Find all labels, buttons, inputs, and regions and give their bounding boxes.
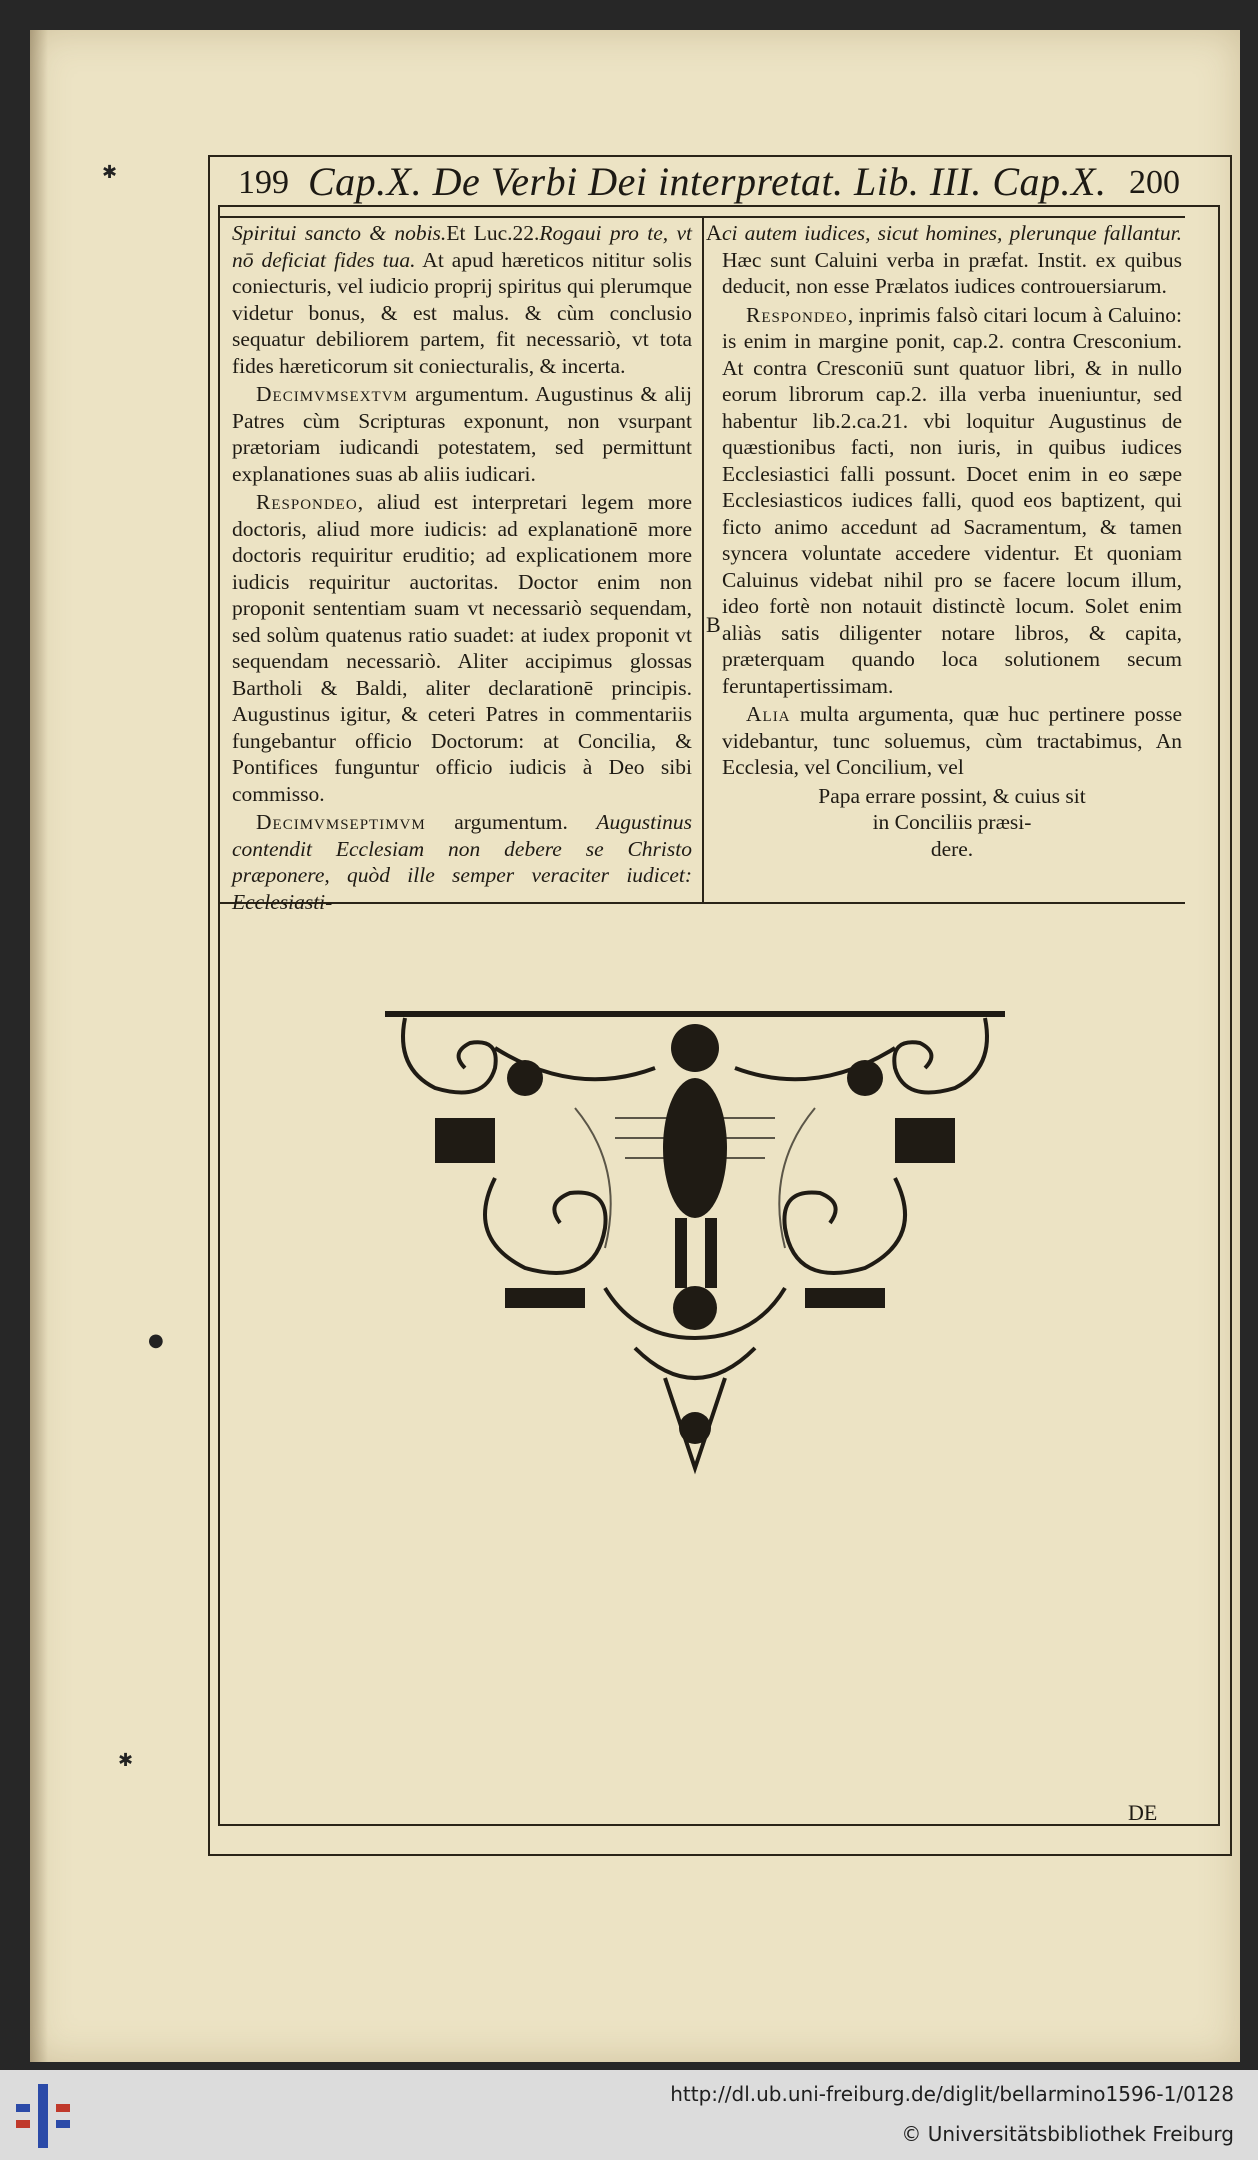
paragraph: Alia multa argumenta, quæ huc pertinere posse videbantur, tunc soluemus, cùm tractabimus, An Ecclesia, vel Concilium, vel	[722, 702, 1182, 779]
closing-line: in Conciliis præsi-	[872, 810, 1032, 834]
document-url-link[interactable]: http://dl.ub.uni-freiburg.de/diglit/bellarmino1596-1/0128	[670, 2082, 1234, 2106]
edge-mark: ✱	[102, 162, 118, 183]
ub-freiburg-logo-icon	[8, 2080, 78, 2152]
woodcut-tailpiece-ornament	[375, 1008, 1015, 1483]
column-divider	[702, 218, 704, 904]
page-number-right: 200	[1129, 164, 1180, 201]
closing-line: Papa errare possint, & cuius sit	[818, 783, 1086, 808]
paragraph: Decimvmseptimvm argumentum. Augustinus contendit Ecclesiam non debere se Christo præponere, quòd ille semper veraciter iudicet: Ecclesiasti-	[232, 810, 692, 914]
closing-lines	[722, 783, 1182, 863]
paragraph: Spiritui sancto & nobis.Et Luc.22.Rogaui pro te, vt nō deficiat fides tua. At apud hæreticos nititur solis coniecturis, vel iudicio proprij spiritus qui plerumque videtur bonus, & est malus. & cùm conclusio sequatur debiliorem partem, fit necessariò, vt tota fides hæreticorum sit coniecturalis, & incerta.	[232, 221, 692, 378]
paragraph: ci autem iudices, sicut homines, plerunque fallantur. Hæc sunt Caluini verba in præfat. Instit. ex quibus deducit, non esse Prælatos iudices controuersiarum.	[722, 221, 1182, 298]
closing-line: dere.	[930, 836, 974, 861]
copyright-text: © Universitätsbibliothek Freiburg	[901, 2122, 1234, 2146]
right-text-column	[722, 220, 1182, 862]
paragraph: Respondeo, inprimis falsò citari locum à Caluino: is enim in margine ponit, cap.2. contra Cresconium. At contra Cresconiū sunt quatuor libri, & in nullo eorum librorum cap.2. illa verba inueniuntur, sed habentur lib.2.ca.21. vbi loquitur Augustinus de quæstionibus facti, non iuris, in quibus iudices Ecclesiastici falli possunt. Docet enim in eo sæpe Ecclesiasticos iudices falli, quod eos baptizent, qui ficto animo accedunt ad Sacramentum, & tamen syncera voluntate accedere videntur. Et quoniam Caluinus videbat nihil pro se facere locum illum, ideo fortè non notauit distinctè locum. Solet enim aliàs satis diligenter notare libros, & capita, præterquam quando loca solutionem secum feruntapertissimam.	[722, 302, 1182, 698]
viewer-footer	[0, 2070, 1258, 2160]
header-title: Cap.X. De Verbi Dei interpretat. Lib. III. Cap.X.	[308, 159, 1107, 204]
edge-dot: ●	[148, 1330, 164, 1351]
page-number-left: 199	[238, 164, 289, 201]
paragraph: Decimvmsextvm argumentum. Augustinus & alij Patres cùm Scripturas exponunt, non vsurpant prætoriam iudicandi potestatem, sed permittunt explanationes suas ab aliis iudicari.	[232, 382, 692, 486]
margin-letter-b: B	[706, 612, 721, 637]
left-text-column	[232, 220, 692, 917]
catchword: DE	[1128, 1800, 1158, 1825]
paragraph: Respondeo, aliud est interpretari legem more doctoris, aliud more iudicis: ad explanationē more doctoris requiritur eruditio; ad explicationem more iudicis requiritur auctoritas. Doctor enim non proponit sententiam suam vt necessariò sequendam, sed solùm quatenus ratio suadet: at iudex proponit vt sequendam necessariò. Aliter accipimus glossas Bartholi & Baldi, aliter declarationē principis. Augustinus igitur, & ceteri Patres in commentariis fungebantur officio Doctorum: at Concilia, & Pontifices funguntur officio iudicis à Deo sibi commisso.	[232, 490, 692, 806]
margin-letter-a: A	[706, 220, 722, 245]
running-header	[200, 158, 1180, 214]
edge-mark: ✱	[118, 1750, 134, 1771]
